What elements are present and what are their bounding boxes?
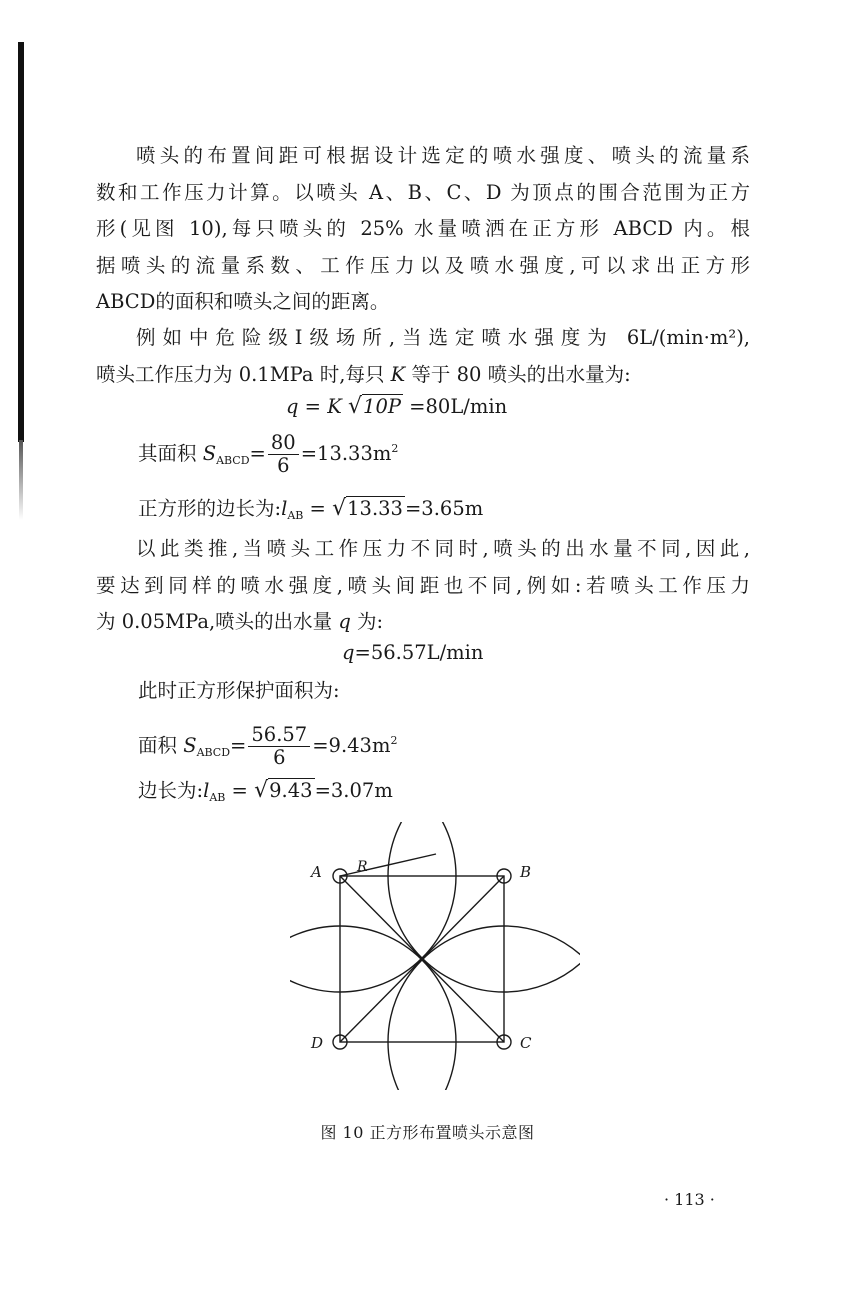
square-root (254, 776, 314, 806)
square-root (332, 494, 405, 524)
radicand: 10P (363, 395, 401, 418)
text-line: ABCD的面积和喷头之间的距离。 (96, 290, 390, 313)
label-d: D (311, 1034, 324, 1052)
radical-sign-icon: √ (254, 778, 269, 803)
paragraph-protected-area (138, 676, 340, 706)
equation-flow-rate-2 (342, 638, 483, 668)
variable-l: l (281, 497, 288, 520)
text-span: 为: (350, 610, 384, 633)
subscript: AB (209, 791, 226, 804)
radical-sign-icon: √ (348, 394, 363, 419)
equation-area (138, 432, 398, 477)
equals-sign: = (225, 779, 255, 802)
radicand: 9.43 (269, 779, 313, 802)
text-line (96, 357, 750, 394)
label-b: B (520, 863, 532, 881)
paragraph-pressure (96, 531, 750, 641)
radicand: 13.33 (347, 497, 403, 520)
variable-s: S (183, 734, 197, 757)
equation-result: =3.65m (404, 497, 484, 520)
page-number: · 113 · (664, 1190, 715, 1209)
text-span: 为 0.05MPa,喷头的出水量 (96, 610, 339, 633)
equation-side-length (138, 494, 483, 531)
variable-k: K (390, 362, 406, 386)
numerator: 80 (268, 432, 299, 455)
fraction (268, 432, 299, 477)
paragraph-example (96, 320, 750, 393)
text-line: 形(见图 10),每只喷头的 25% 水量喷洒在正方形 ABCD 内。根 (96, 217, 750, 240)
equation-label: 面积 (138, 734, 184, 757)
text-line: 以此类推,当喷头工作压力不同时,喷头的出水量不同,因此, (136, 537, 750, 560)
equals-sign: = (303, 497, 333, 520)
denominator: 6 (277, 454, 290, 477)
variable-l: l (203, 779, 210, 802)
variable-q: q (342, 641, 355, 664)
fraction (248, 724, 310, 769)
variable-k: K (327, 395, 342, 418)
equals-sign: = (298, 395, 328, 418)
equation-label: 其面积 (138, 442, 203, 465)
equals-sign: = (230, 734, 247, 757)
text-line: 例如中危险级Ⅰ级场所,当选定喷水强度为 6L/(min·m²), (136, 326, 750, 349)
label-c: C (520, 1034, 532, 1052)
equals-sign: = (249, 442, 266, 465)
variable-q: q (286, 395, 299, 418)
variable-q: q (338, 610, 351, 633)
text-span: 等于 80 喷头的出水量为: (405, 362, 631, 386)
paragraph-sprinkler-spacing (96, 138, 750, 321)
subscript: ABCD (196, 746, 231, 759)
equation-result: =3.07m (314, 779, 393, 802)
equation-result: =9.43m (312, 734, 391, 757)
text-line (96, 604, 750, 641)
equation-label: 正方形的边长为: (138, 497, 282, 520)
text-span: 喷头工作压力为 0.1MPa 时,每只 (96, 362, 391, 386)
equation-area-2 (138, 724, 397, 769)
binding-edge-fade (19, 440, 23, 520)
equation-result: =13.33m (300, 442, 392, 465)
text-line: 数和工作压力计算。以喷头 A、B、C、D 为顶点的围合范围为正方 (96, 180, 750, 204)
text-line: 喷头的布置间距可根据设计选定的喷水强度、喷头的流量系 (136, 144, 750, 167)
binding-edge (18, 42, 24, 442)
text-line: 要达到同样的喷水强度,喷头间距也不同,例如:若喷头工作压力 (96, 573, 750, 597)
variable-s: S (202, 442, 217, 465)
denominator: 6 (273, 746, 286, 769)
square-root (348, 392, 403, 422)
radical-sign-icon: √ (332, 496, 347, 521)
coverage-arc-c (388, 926, 580, 1090)
equation-flow-rate (286, 392, 507, 422)
equation-result: =56.57L/min (354, 641, 484, 664)
figure-caption: 图 10 正方形布置喷头示意图 (320, 1123, 535, 1142)
equation-side-length-2 (138, 776, 393, 813)
text-line: 此时正方形保护面积为: (138, 679, 340, 702)
subscript: ABCD (216, 454, 250, 467)
label-a: A (311, 863, 322, 881)
subscript: AB (287, 509, 304, 522)
superscript: 2 (391, 442, 399, 455)
equation-result: =80L/min (402, 395, 508, 418)
text-line: 据喷头的流量系数、工作压力以及喷水强度,可以求出正方形 (96, 253, 750, 277)
label-r: R (357, 859, 368, 875)
equation-label: 边长为: (138, 779, 204, 802)
numerator: 56.57 (248, 724, 310, 747)
sprinkler-layout-diagram (290, 822, 580, 1090)
superscript: 2 (390, 734, 398, 747)
